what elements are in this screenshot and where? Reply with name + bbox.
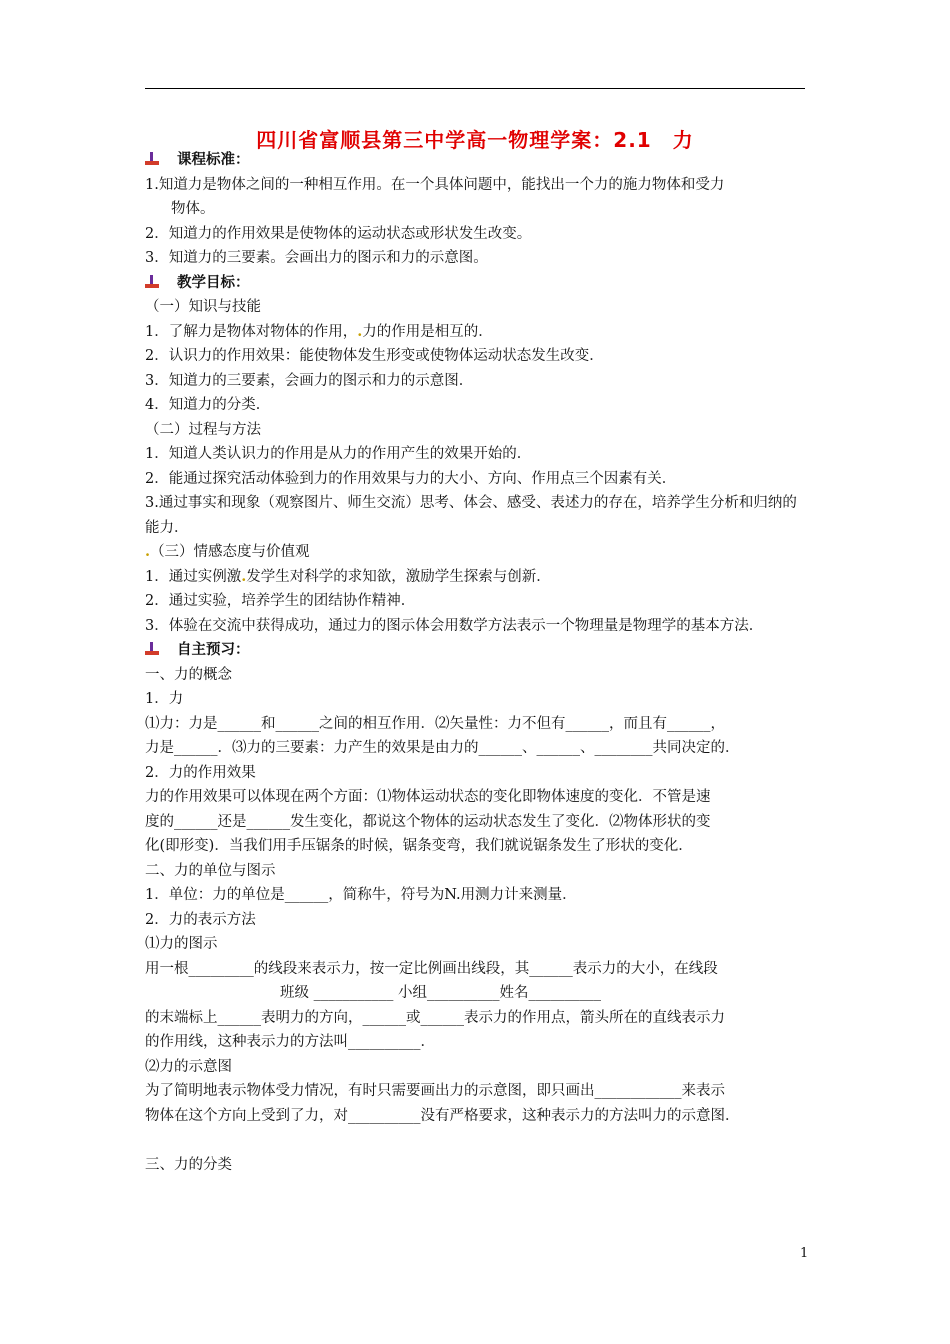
goal-item: [145, 565, 810, 590]
subsection-heading: 2．力的作用效果: [145, 764, 256, 781]
goal-item-part: 1．通过实例激: [145, 568, 242, 585]
fill-in-line: 的末端标上______表明力的方向，______或______表示力的作用点，箭头所在的直线表示力: [145, 1009, 725, 1026]
class-name-line: 班级 ___________ 小组__________姓名__________: [280, 985, 601, 1001]
section-heading: 三、力的分类: [145, 1156, 232, 1173]
course-standard-item: 1.知道力是物体之间的一种相互作用。在一个具体问题中，能找出一个力的施力物体和受力: [145, 176, 725, 193]
goal-item-part: 力的作用是相互的．: [362, 323, 493, 340]
page-title: 四川省富顺县第三中学高一物理学案：2.1 力: [256, 128, 694, 152]
stray-dot-mark: .: [241, 567, 247, 585]
goal-item: 1．知道人类认识力的作用是从力的作用产生的效果开始的．: [145, 446, 532, 462]
teaching-goals-heading: 教学目标：: [177, 274, 250, 291]
subsection-heading: 1．力: [145, 691, 184, 707]
stray-dot-mark: .: [357, 322, 363, 340]
goal-subheading: （二）过程与方法: [145, 421, 261, 438]
goal-item: [145, 320, 810, 345]
fill-in-line: 用一根_________的线段来表示力，按一定比例画出线段，其______表示力的大小，在线段: [145, 960, 718, 977]
header-rule: [145, 88, 805, 89]
course-standard-heading-row: [145, 148, 810, 173]
spacer: [145, 1128, 810, 1153]
fill-in-line: 1．单位：力的单位是______，简称牛，符号为N.用测力计来测量．: [145, 887, 577, 903]
fill-in-line: 化(即形变)．当我们用手压锯条的时候，锯条变弯，我们就说锯条发生了形状的变化．: [145, 838, 693, 854]
subsection-heading: 2．力的表示方法: [145, 911, 256, 928]
subsection-heading: ⑵力的示意图: [145, 1058, 232, 1075]
goal-item: 2．认识力的作用效果：能使物体发生形变或使物体运动状态发生改变．: [145, 348, 604, 364]
fill-in-line: ⑴力：力是______和______之间的相互作用．⑵矢量性：力不但有______，而且有______，: [145, 715, 725, 732]
bullet-marker-icon: [145, 275, 163, 289]
fill-in-line: 力是______．⑶力的三要素：力产生的效果是由力的______、______、________共同决定的．: [145, 740, 740, 756]
fill-in-line: 度的______还是______发生变化，都说这个物体的运动状态发生了变化．⑵物体形状的变: [145, 813, 711, 830]
goal-item: 3．知道力的三要素，会画力的图示和力的示意图．: [145, 372, 474, 389]
bullet-marker-icon: [145, 642, 163, 656]
section-heading: 二、力的单位与图示: [145, 862, 276, 879]
course-standard-item: 3．知道力的三要素。会画出力的图示和力的示意图。: [145, 250, 488, 266]
subsection-heading: ⑴力的图示: [145, 936, 218, 952]
goal-item: 3．体验在交流中获得成功，通过力的图示体会用数学方法表示一个物理量是物理学的基本方法．: [145, 617, 764, 634]
course-standard-heading: 课程标准：: [177, 152, 250, 168]
goal-item: 2．通过实验，培养学生的团结协作精神．: [145, 593, 416, 609]
goal-item: 2．能通过探究活动体验到力的作用效果与力的大小、方向、作用点三个因素有关．: [145, 470, 677, 487]
fill-in-line: 物体在这个方向上受到了力，对__________没有严格要求，这种表示力的方法叫力的示意图．: [145, 1107, 740, 1124]
goal-subheading: （三）情感态度与价值观: [150, 544, 310, 560]
goal-item-part: 发学生对科学的求知欲，激励学生探索与创新．: [246, 568, 551, 585]
page-number: 1: [800, 1246, 809, 1261]
document-body: [145, 148, 810, 1177]
fill-in-line: 为了简明地表示物体受力情况，有时只需要画出力的示意图，即只画出____________来表示: [145, 1083, 725, 1099]
preview-heading: 自主预习：: [177, 642, 250, 658]
preview-heading-row: [145, 638, 810, 663]
course-standard-item: 2．知道力的作用效果是使物体的运动状态或形状发生改变。: [145, 225, 532, 242]
course-standard-item: 物体。: [171, 201, 215, 217]
stray-dot-mark: .: [145, 543, 151, 560]
teaching-goals-heading-row: [145, 271, 810, 296]
section-heading: 一、力的概念: [145, 666, 232, 683]
goal-subheading-row: [145, 540, 810, 565]
goal-item: 4．知道力的分类．: [145, 397, 271, 413]
fill-in-line: 力的作用效果可以体现在两个方面：⑴物体运动状态的变化即物体速度的变化．不管是速: [145, 789, 711, 805]
bullet-marker-icon: [145, 152, 163, 166]
goal-subheading: （一）知识与技能: [145, 299, 261, 315]
goal-item-part: 1．了解力是物体对物体的作用，: [145, 323, 358, 340]
goal-item: 3.通过事实和现象（观察图片、师生交流）思考、体会、感受、表述力的存在，培养学生分析和归纳的能力．: [145, 495, 797, 536]
fill-in-line: 的作用线，这种表示力的方法叫__________．: [145, 1034, 435, 1050]
